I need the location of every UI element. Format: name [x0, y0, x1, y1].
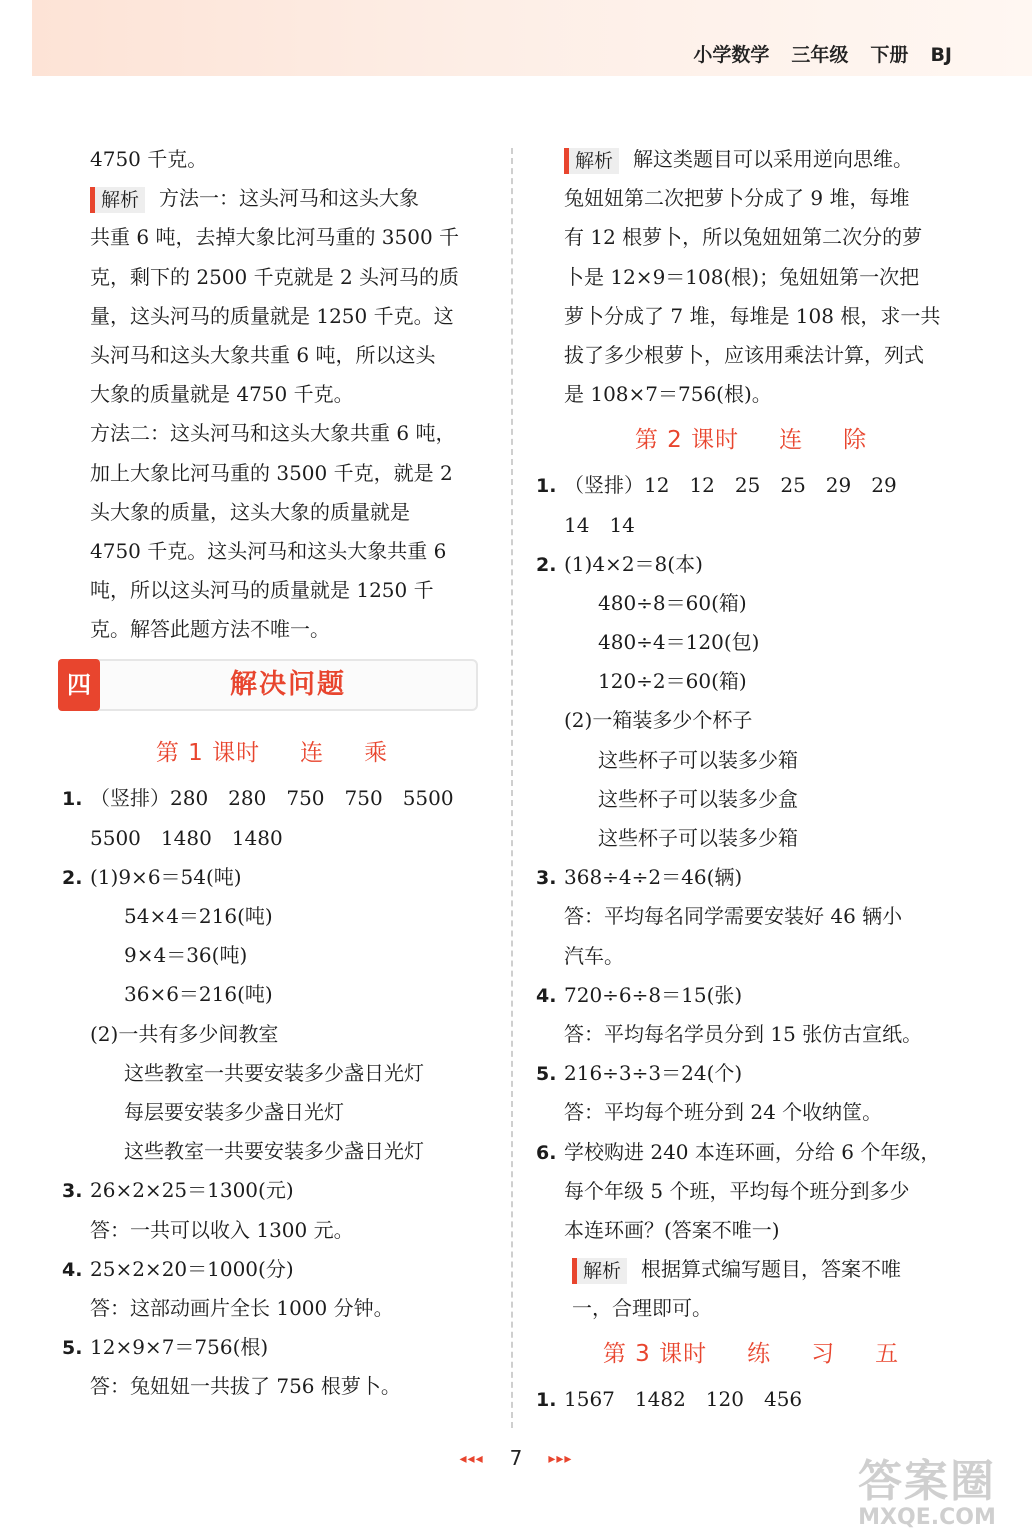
analysis-line: 是 108×7＝756(根)。 — [564, 382, 772, 407]
analysis-text: 解这类题目可以采用逆向思维。 — [633, 147, 914, 171]
question-line — [62, 1171, 482, 1210]
header-volume: 下册 — [870, 44, 909, 66]
question-number: 5. — [62, 1337, 83, 1360]
analysis-line: 加上大象比河马重的 3500 千克，就是 2 — [90, 460, 453, 485]
question-line: 5500 1480 1480 — [90, 825, 283, 850]
question-line: 本连环画？(答案不唯一) — [564, 1217, 780, 1242]
lesson-label: 第 1 课时 — [155, 740, 261, 767]
lesson-title — [536, 414, 966, 466]
lesson-title — [62, 727, 482, 779]
unit-title: 解决问题 — [230, 669, 346, 701]
question-number: 1. — [62, 788, 83, 811]
analysis-line: 头大象的质量，这头大象的质量就是 — [90, 499, 410, 524]
question-number: 2. — [62, 866, 83, 889]
analysis-line: 萝卜分成了 7 堆，每堆是 108 根，求一共 — [564, 303, 941, 328]
answer-line: 答：平均每个班分到 24 个收纳筐。 — [564, 1100, 883, 1125]
left-column — [62, 140, 482, 1406]
question-text: 学校购进 240 本连环画，分给 6 个年级， — [564, 1139, 941, 1164]
page-header — [671, 40, 952, 67]
question-number: 4. — [536, 984, 557, 1007]
analysis-line: 方法二：这头河马和这头大象共重 6 吨， — [90, 421, 456, 446]
answer-line: 汽车。 — [564, 943, 624, 968]
analysis-heading-line — [62, 179, 482, 218]
question-text: 368÷4÷2＝46(辆) — [564, 865, 743, 890]
question-text: 12×9×7＝756(根) — [90, 1335, 269, 1360]
unit-badge: 四 — [58, 659, 100, 711]
question-number: 5. — [536, 1063, 557, 1086]
question-line — [536, 466, 966, 505]
question-number: 1. — [536, 475, 557, 498]
question-number: 3. — [62, 1180, 83, 1203]
question-number: 2. — [536, 553, 557, 576]
analysis-line: 克，剩下的 2500 千克就是 2 头河马的质 — [90, 264, 460, 289]
analysis-heading-line — [536, 140, 966, 179]
question-line — [536, 858, 966, 897]
question-text: (1)9×6＝54(吨) — [90, 864, 242, 889]
question-line: 14 14 — [564, 512, 635, 537]
answer-line: 答：兔妞妞一共拔了 756 根萝卜。 — [90, 1374, 401, 1399]
analysis-line: 有 12 根萝卜，所以兔妞妞第二次分的萝 — [564, 225, 923, 250]
lesson-title — [536, 1328, 966, 1380]
lesson-name-b: 除 — [843, 427, 868, 454]
text-line: 4750 千克。 — [90, 147, 208, 171]
analysis-line: 一，合理即可。 — [572, 1296, 712, 1321]
watermark — [832, 1458, 1022, 1530]
question-text: 26×2×25＝1300(元) — [90, 1178, 294, 1203]
header-edition: BJ — [930, 44, 952, 66]
lesson-name-b: 乘 — [364, 740, 389, 767]
answer-line: 答：这部动画片全长 1000 分钟。 — [90, 1295, 394, 1320]
lesson-name-a: 练 — [747, 1341, 772, 1368]
question-line — [62, 1328, 482, 1367]
lesson-name-c: 五 — [875, 1341, 900, 1368]
question-text: （竖排）12 12 25 25 29 29 — [564, 473, 897, 498]
question-line — [536, 1380, 966, 1419]
lesson-label: 第 2 课时 — [634, 427, 740, 454]
question-line: 这些教室一共要安装多少盏日光灯 — [124, 1060, 424, 1085]
question-text: 720÷6÷8＝15(张) — [564, 982, 743, 1007]
question-line: 这些杯子可以装多少盒 — [598, 786, 798, 811]
lesson-name-a: 连 — [779, 427, 804, 454]
question-line: 每个年级 5 个班，平均每个班分到多少 — [564, 1178, 910, 1203]
right-column — [536, 140, 966, 1420]
lesson-name-a: 连 — [300, 740, 325, 767]
question-line — [62, 858, 482, 897]
analysis-line: 共重 6 吨，去掉大象比河马重的 3500 千 — [90, 225, 460, 250]
question-line: 54×4＝216(吨) — [124, 904, 273, 928]
analysis-heading-line — [536, 1250, 966, 1289]
question-line — [536, 545, 966, 584]
next-arrows-icon: ▸▸▸ — [548, 1451, 573, 1467]
question-number: 3. — [536, 867, 557, 890]
question-number: 4. — [62, 1258, 83, 1281]
question-line: (2)一箱装多少个杯子 — [564, 708, 753, 733]
question-text: 1567 1482 120 456 — [564, 1387, 803, 1412]
unit-banner — [58, 655, 478, 717]
analysis-line: 量，这头河马的质量就是 1250 千克。这 — [90, 303, 454, 328]
analysis-line: 头河马和这头大象共重 6 吨，所以这头 — [90, 342, 436, 367]
question-text: (1)4×2＝8(本) — [564, 551, 703, 576]
question-number: 6. — [536, 1141, 557, 1164]
question-line: 这些杯子可以装多少箱 — [598, 826, 798, 850]
lesson-name-b: 习 — [811, 1341, 836, 1368]
question-line — [536, 976, 966, 1015]
analysis-text: 根据算式编写题目，答案不唯 — [641, 1257, 902, 1282]
analysis-line: 卜是 12×9＝108(根)；兔妞妞第一次把 — [564, 264, 920, 289]
lesson-label: 第 3 课时 — [602, 1341, 708, 1368]
question-text: （竖排）280 280 750 750 5500 — [90, 786, 454, 811]
header-grade: 三年级 — [791, 44, 849, 66]
question-line: 480÷8＝60(箱) — [598, 590, 747, 615]
question-line: 36×6＝216(吨) — [124, 982, 273, 1007]
watermark-url: MXQE.COM — [858, 1505, 996, 1530]
question-line: 这些杯子可以装多少箱 — [598, 747, 798, 772]
question-line — [62, 779, 482, 818]
answer-line: 答：平均每名同学需要安装好 46 辆小 — [564, 904, 903, 929]
analysis-tag: 解析 — [572, 1258, 627, 1284]
question-line: 9×4＝36(吨) — [124, 943, 248, 968]
question-line — [536, 1133, 966, 1172]
page-number: 7 — [509, 1446, 523, 1470]
question-line: 480÷4＝120(包) — [598, 630, 760, 655]
question-text: 216÷3÷3＝24(个) — [564, 1061, 743, 1086]
answer-line: 答：平均每名学员分到 15 张仿古宣纸。 — [564, 1021, 923, 1046]
question-line — [62, 1250, 482, 1289]
answer-line: 答：一共可以收入 1300 元。 — [90, 1217, 354, 1242]
question-line — [536, 1054, 966, 1093]
question-line: 120÷2＝60(箱) — [598, 669, 747, 694]
question-line: 这些教室一共要安装多少盏日光灯 — [124, 1139, 424, 1164]
analysis-line: 拔了多少根萝卜，应该用乘法计算，列式 — [564, 342, 924, 367]
prev-arrows-icon: ◂◂◂ — [459, 1451, 484, 1467]
question-number: 1. — [536, 1389, 557, 1412]
question-text: 25×2×20＝1000(分) — [90, 1256, 294, 1281]
analysis-line: 吨，所以这头河马的质量就是 1250 千 — [90, 578, 434, 603]
analysis-line: 4750 千克。这头河马和这头大象共重 6 — [90, 538, 447, 563]
header-subject: 小学数学 — [693, 44, 770, 66]
analysis-tag: 解析 — [90, 187, 145, 213]
analysis-tag: 解析 — [564, 148, 619, 174]
question-line: (2)一共有多少间教室 — [90, 1021, 279, 1046]
analysis-text: 方法一：这头河马和这头大象 — [159, 186, 420, 211]
analysis-line: 克。解答此题方法不唯一。 — [90, 617, 330, 642]
column-divider — [511, 148, 513, 1428]
question-line: 每层要安装多少盏日光灯 — [124, 1099, 344, 1124]
analysis-line: 兔妞妞第二次把萝卜分成了 9 堆，每堆 — [564, 186, 910, 211]
analysis-line: 大象的质量就是 4750 千克。 — [90, 382, 354, 407]
watermark-text: 答案圈 — [858, 1456, 996, 1507]
